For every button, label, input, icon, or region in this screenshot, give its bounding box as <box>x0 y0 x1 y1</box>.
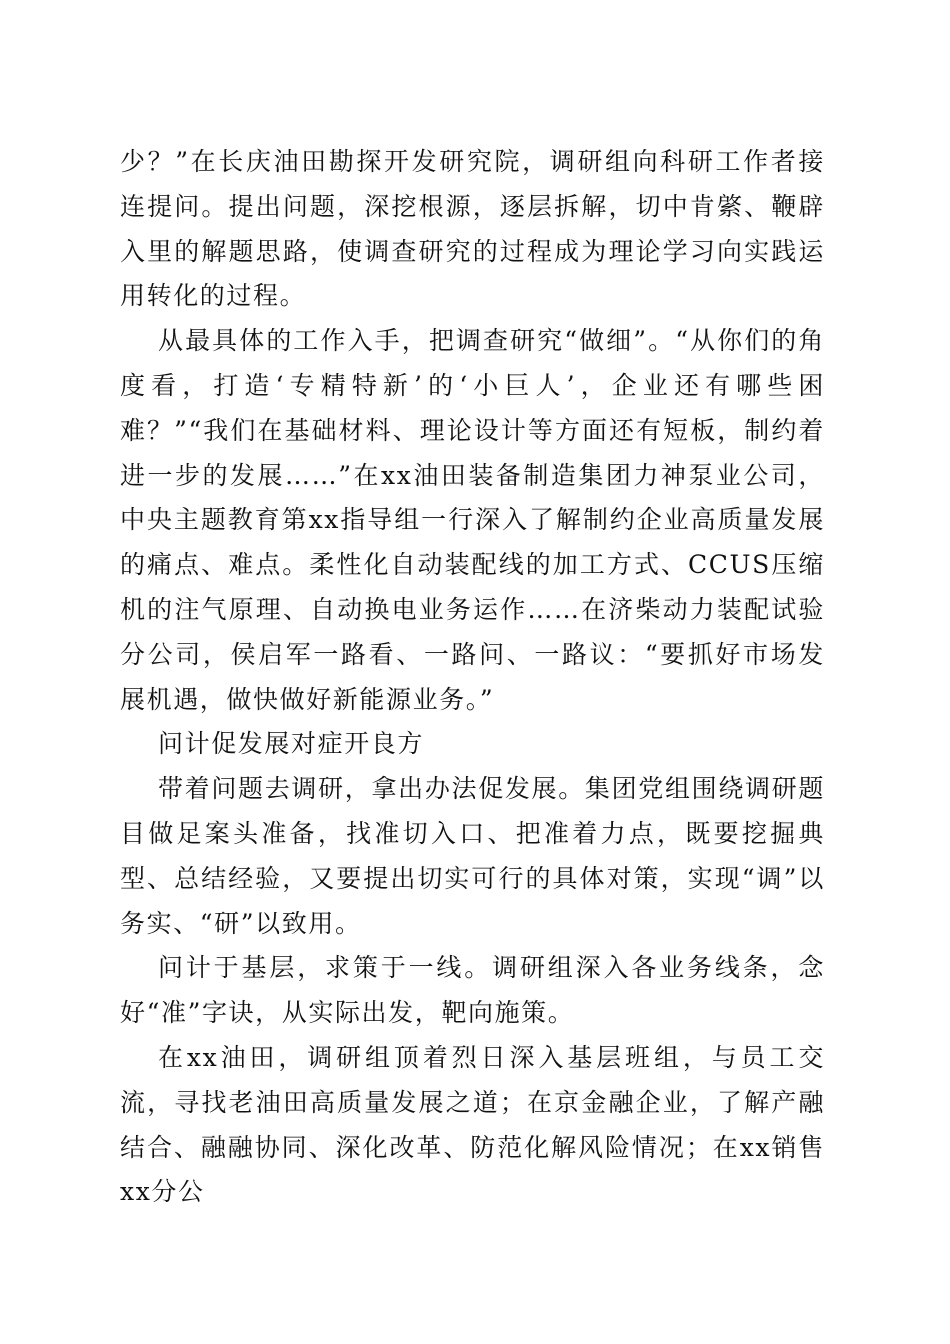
body-text <box>120 140 825 1215</box>
paragraph-problem-solving: 带着问题去调研，拿出办法促发展。集团党组围绕调研题目做足案头准备，找准切入口、把准着力点，既要挖掘典型、总结经验，又要提出切实可行的具体对策，实现“调”以务实、“研”以致用。 <box>120 774 825 938</box>
paragraph-field-research: 从最具体的工作入手，把调查研究“做细”。“从你们的角度看，打造‘专精特新’的‘小巨人’，企业还有哪些困难？”“我们在基础材料、理论设计等方面还有短板，制约着进一步的发展……”在xx油田装备制造集团力神泵业公司，中央主题教育第xx指导组一行深入了解制约企业高质量发展的痛点、难点。柔性化自动装配线的加工方式、CCUS压缩机的注气原理、自动换电业务运作……在济柴动力装配试验分公司，侯启军一路看、一路问、一路议：“要抓好市场发展机遇，做快做好新能源业务。” <box>120 326 825 714</box>
paragraph-oilfield-visit: 在xx油田，调研组顶着烈日深入基层班组，与员工交流，寻找老油田高质量发展之道；在京金融企业，了解产融结合、融融协同、深化改革、防范化解风险情况；在xx销售xx分公 <box>120 1042 825 1207</box>
paragraph-continuation: 少？”在长庆油田勘探开发研究院，调研组向科研工作者接连提问。提出问题，深挖根源，逐层拆解，切中肯綮、鞭辟入里的解题思路，使调查研究的过程成为理论学习向实践运用转化的过程。 <box>120 147 825 311</box>
section-subheading: 问计促发展对症开良方 <box>158 729 425 759</box>
paragraph-grassroots: 问计于基层，求策于一线。调研组深入各业务线条，念好“准”字诀，从实际出发，靶向施策。 <box>120 953 825 1028</box>
